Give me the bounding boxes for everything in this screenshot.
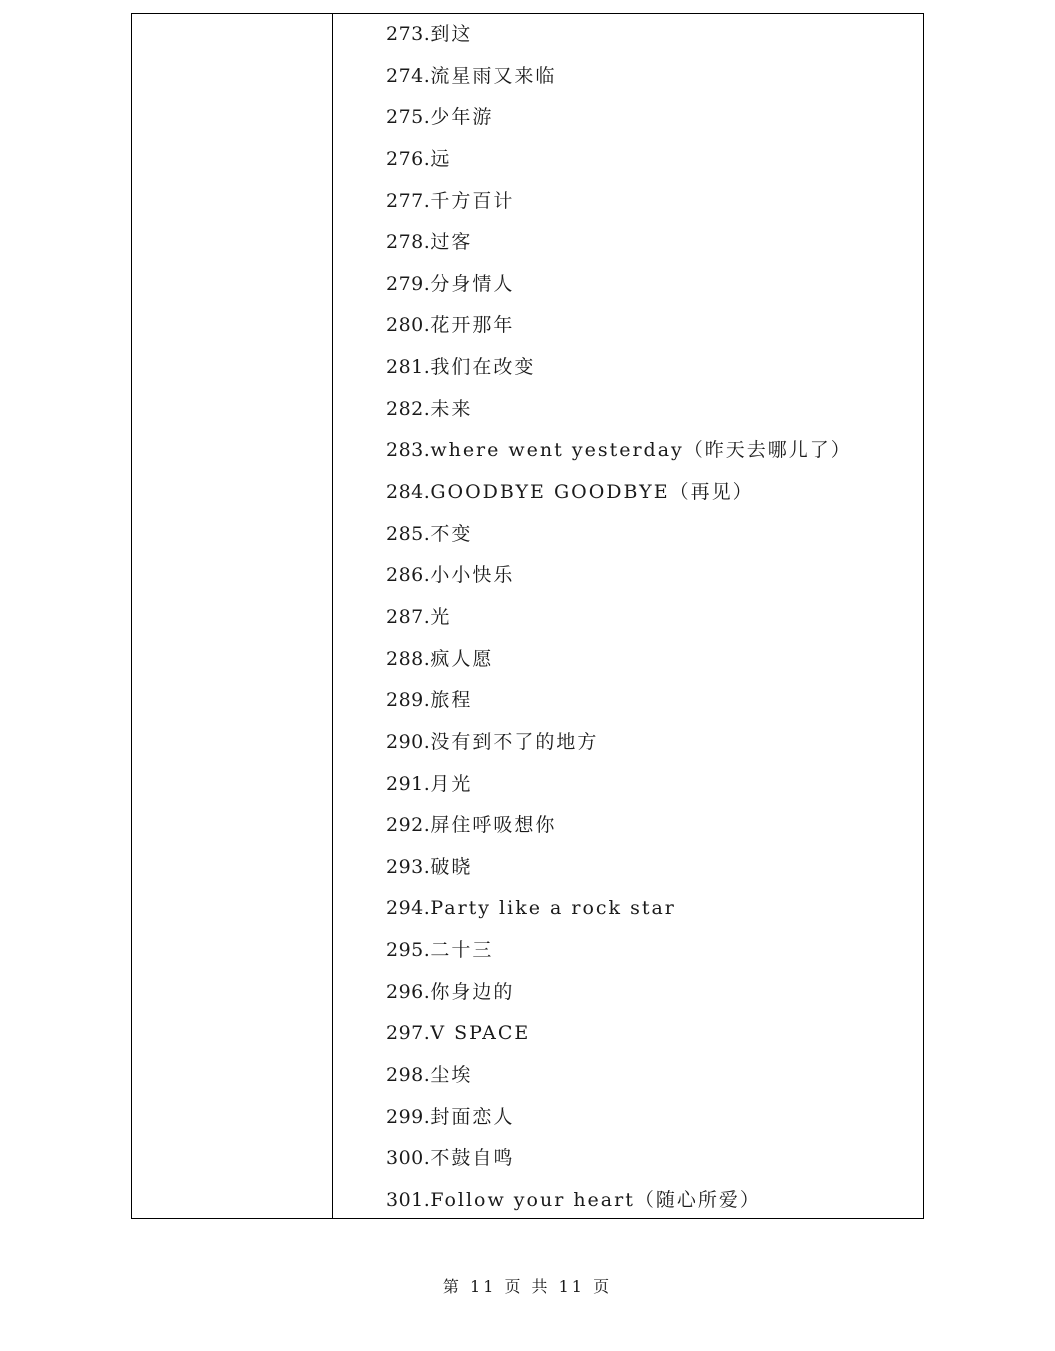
song-title: 二十三 (430, 939, 494, 962)
song-number: 287. (386, 605, 431, 628)
list-item (386, 1013, 852, 1055)
song-list (386, 14, 852, 1222)
song-title: Follow your heart（随心所爱） (430, 1188, 761, 1211)
song-title: 少年游 (430, 106, 494, 129)
song-title: 疯人愿 (430, 647, 494, 670)
list-item (386, 555, 852, 597)
song-number: 292. (386, 814, 431, 837)
page-footer: 第 11 页 共 11 页 (442, 1277, 613, 1296)
list-item (386, 639, 852, 681)
song-title: 没有到不了的地方 (430, 730, 599, 753)
list-item (386, 972, 852, 1014)
song-title: 破晓 (430, 855, 473, 878)
list-item (386, 805, 852, 847)
song-number: 291. (386, 772, 431, 795)
song-title: Party like a rock star (430, 897, 676, 920)
song-title: 流星雨又来临 (430, 64, 557, 87)
song-number: 274. (386, 64, 431, 87)
song-number: 301. (386, 1188, 431, 1211)
list-item (386, 181, 852, 223)
list-item (386, 14, 852, 56)
list-item (386, 1055, 852, 1097)
song-number: 283. (386, 439, 431, 462)
song-title: 旅程 (430, 689, 473, 712)
song-number: 276. (386, 147, 431, 170)
song-number: 286. (386, 564, 431, 587)
list-item (386, 1180, 852, 1222)
song-number: 278. (386, 231, 431, 254)
song-title: 过客 (430, 231, 473, 254)
list-item (386, 139, 852, 181)
list-item (386, 264, 852, 306)
song-number: 295. (386, 939, 431, 962)
list-item (386, 847, 852, 889)
song-title: 不鼓自鸣 (430, 1147, 515, 1170)
song-number: 280. (386, 314, 431, 337)
song-title: 月光 (430, 772, 473, 795)
song-title: 尘埃 (430, 1064, 473, 1087)
song-number: 275. (386, 106, 431, 129)
list-item (386, 97, 852, 139)
list-item (386, 430, 852, 472)
list-item (386, 1097, 852, 1139)
list-item (386, 56, 852, 98)
song-title: 小小快乐 (430, 564, 515, 587)
list-item (386, 514, 852, 556)
song-title: 远 (430, 147, 452, 170)
list-item (386, 305, 852, 347)
song-number: 293. (386, 855, 431, 878)
document-table (131, 13, 924, 1219)
song-number: 298. (386, 1064, 431, 1087)
song-number: 285. (386, 522, 431, 545)
song-title: 你身边的 (430, 980, 515, 1003)
song-number: 273. (386, 23, 431, 45)
song-title: 到这 (430, 23, 473, 45)
list-item (386, 680, 852, 722)
song-number: 277. (386, 189, 431, 212)
song-title: V SPACE (430, 1022, 531, 1045)
song-number: 289. (386, 689, 431, 712)
song-title: 未来 (430, 397, 473, 420)
list-item (386, 722, 852, 764)
list-item (386, 347, 852, 389)
song-number: 294. (386, 897, 431, 920)
song-number: 297. (386, 1022, 431, 1045)
list-item (386, 597, 852, 639)
list-item (386, 222, 852, 264)
song-number: 279. (386, 272, 431, 295)
song-title: 我们在改变 (430, 356, 536, 379)
song-number: 290. (386, 730, 431, 753)
song-number: 284. (386, 481, 431, 504)
song-number: 300. (386, 1147, 431, 1170)
song-number: 288. (386, 647, 431, 670)
song-title: 屏住呼吸想你 (430, 814, 557, 837)
table-right-cell (333, 14, 923, 1218)
song-title: 不变 (430, 522, 473, 545)
song-number: 296. (386, 980, 431, 1003)
song-title: 光 (430, 605, 452, 628)
song-title: where went yesterday（昨天去哪儿了） (430, 439, 852, 462)
song-title: 分身情人 (430, 272, 515, 295)
list-item (386, 888, 852, 930)
song-title: 封面恋人 (430, 1105, 515, 1128)
list-item (386, 472, 852, 514)
list-item (386, 1138, 852, 1180)
song-number: 282. (386, 397, 431, 420)
song-title: 千方百计 (430, 189, 515, 212)
table-left-cell (132, 14, 333, 1218)
list-item (386, 389, 852, 431)
list-item (386, 930, 852, 972)
song-title: 花开那年 (430, 314, 515, 337)
song-number: 299. (386, 1105, 431, 1128)
song-number: 281. (386, 356, 431, 379)
list-item (386, 764, 852, 806)
song-title: GOODBYE GOODBYE（再见） (430, 481, 754, 504)
